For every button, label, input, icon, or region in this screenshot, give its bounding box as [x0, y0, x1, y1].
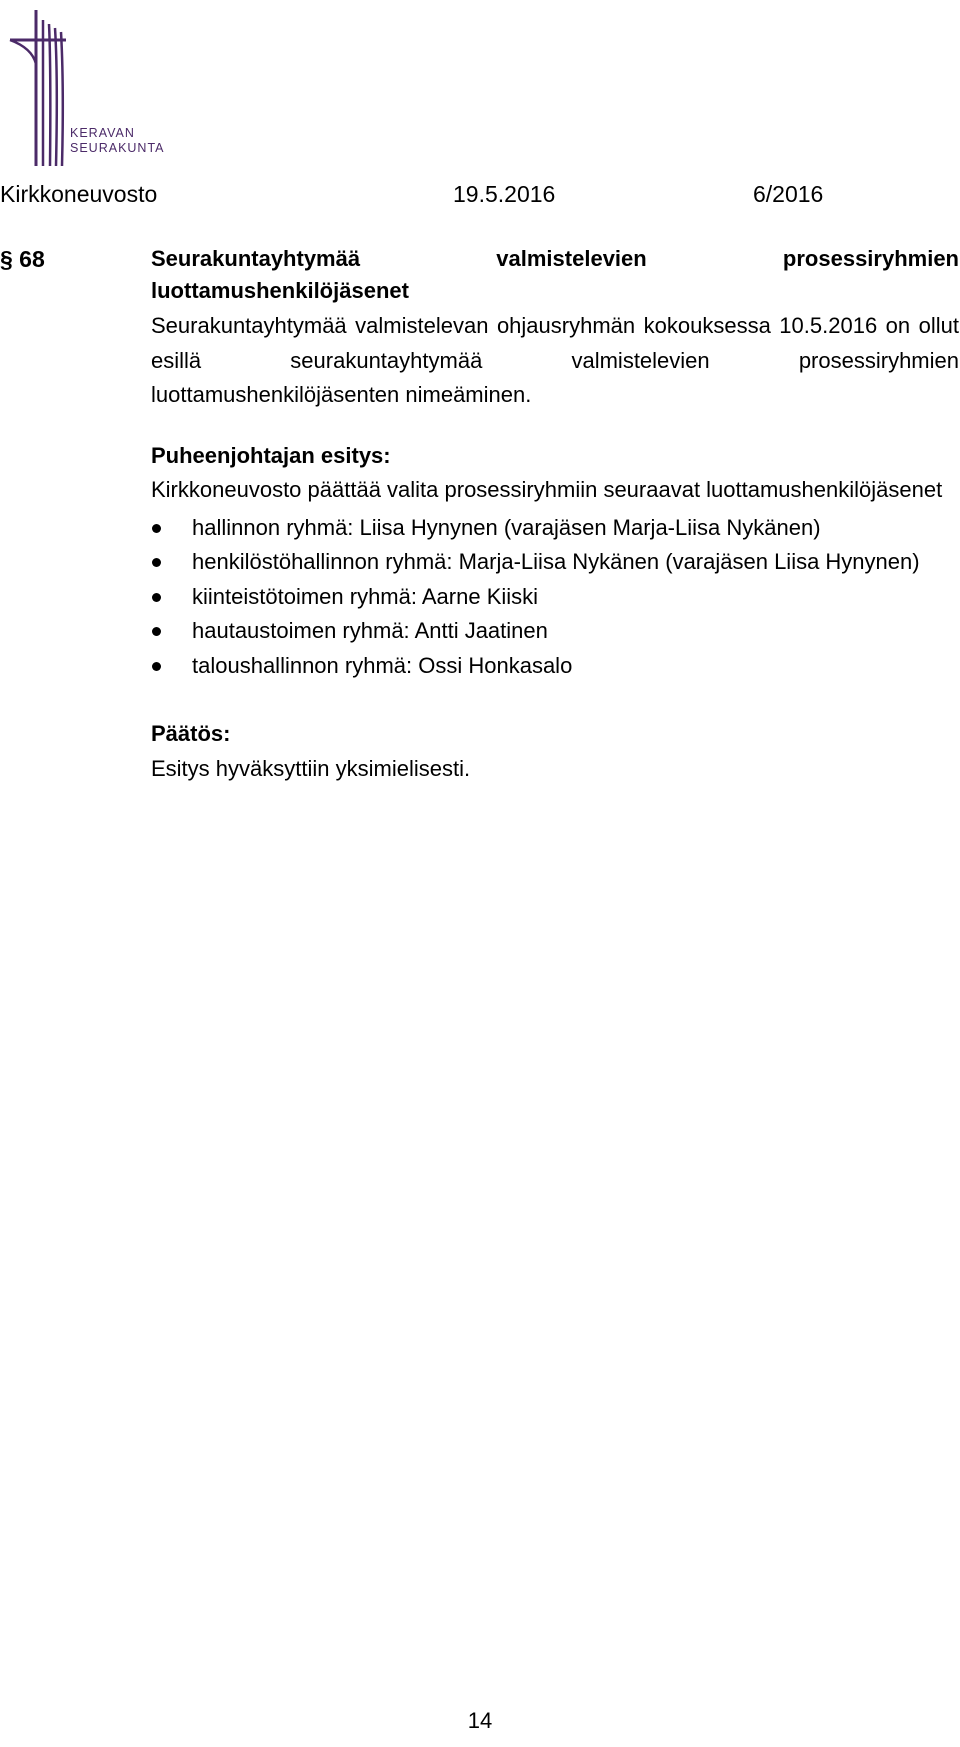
bullet-icon [152, 593, 161, 602]
section-content [151, 243, 959, 786]
bullet-icon [152, 524, 161, 533]
org-name-line1: KERAVAN [70, 126, 135, 140]
list-item [151, 580, 959, 615]
org-name-line2: SEURAKUNTA [70, 141, 165, 155]
page-number: 14 [467, 1708, 493, 1733]
bullet-icon [152, 558, 161, 567]
list-item-text: kiinteistötoimen ryhmä: Aarne Kiiski [192, 583, 539, 609]
intro-paragraph: Seurakuntayhtymää valmistelevan ohjausryhmän kokouksessa 10.5.2016 on ollut esillä seurakuntayhtymää valmistelevien prosessiryhmien luottamushenkilöjäsenten nimeäminen. [151, 313, 959, 407]
document-header [0, 178, 960, 210]
list-item-text: hautaustoimen ryhmä: Antti Jaatinen [192, 618, 548, 643]
decision-text: Esitys hyväksyttiin yksimielisesti. [151, 755, 471, 781]
list-item-text: henkilöstöhallinnon ryhmä: Marja-Liisa Nykänen (varajäsen Liisa Hynynen) [192, 549, 920, 574]
section-title: Seurakuntayhtymää valmistelevien prosessiryhmien luottamushenkilöjäsenet [151, 246, 959, 303]
list-item [151, 649, 959, 684]
cross-icon [6, 6, 66, 166]
proposal-label: Puheenjohtajan esitys: [151, 442, 391, 468]
list-item-text: hallinnon ryhmä: Liisa Hynynen (varajäsen Marja-Liisa Nykänen) [192, 514, 821, 540]
meeting-body: Kirkkoneuvosto [0, 181, 158, 207]
decision-label: Päätös: [151, 721, 231, 746]
list-item [151, 614, 959, 649]
parish-logo [6, 6, 165, 170]
bullet-icon [152, 627, 161, 636]
organization-name [70, 126, 165, 156]
minutes-number: 6/2016 [753, 181, 824, 207]
bullet-icon [152, 662, 161, 671]
list-item-text: taloushallinnon ryhmä: Ossi Honkasalo [192, 652, 573, 678]
list-item [151, 511, 959, 546]
section-number: § 68 [0, 246, 45, 272]
proposal-text: Kirkkoneuvosto päättää valita prosessiryhmiin seuraavat luottamushenkilöjäsenet [151, 477, 943, 502]
list-item [151, 545, 959, 580]
meeting-date: 19.5.2016 [453, 181, 556, 207]
member-list [151, 511, 959, 684]
